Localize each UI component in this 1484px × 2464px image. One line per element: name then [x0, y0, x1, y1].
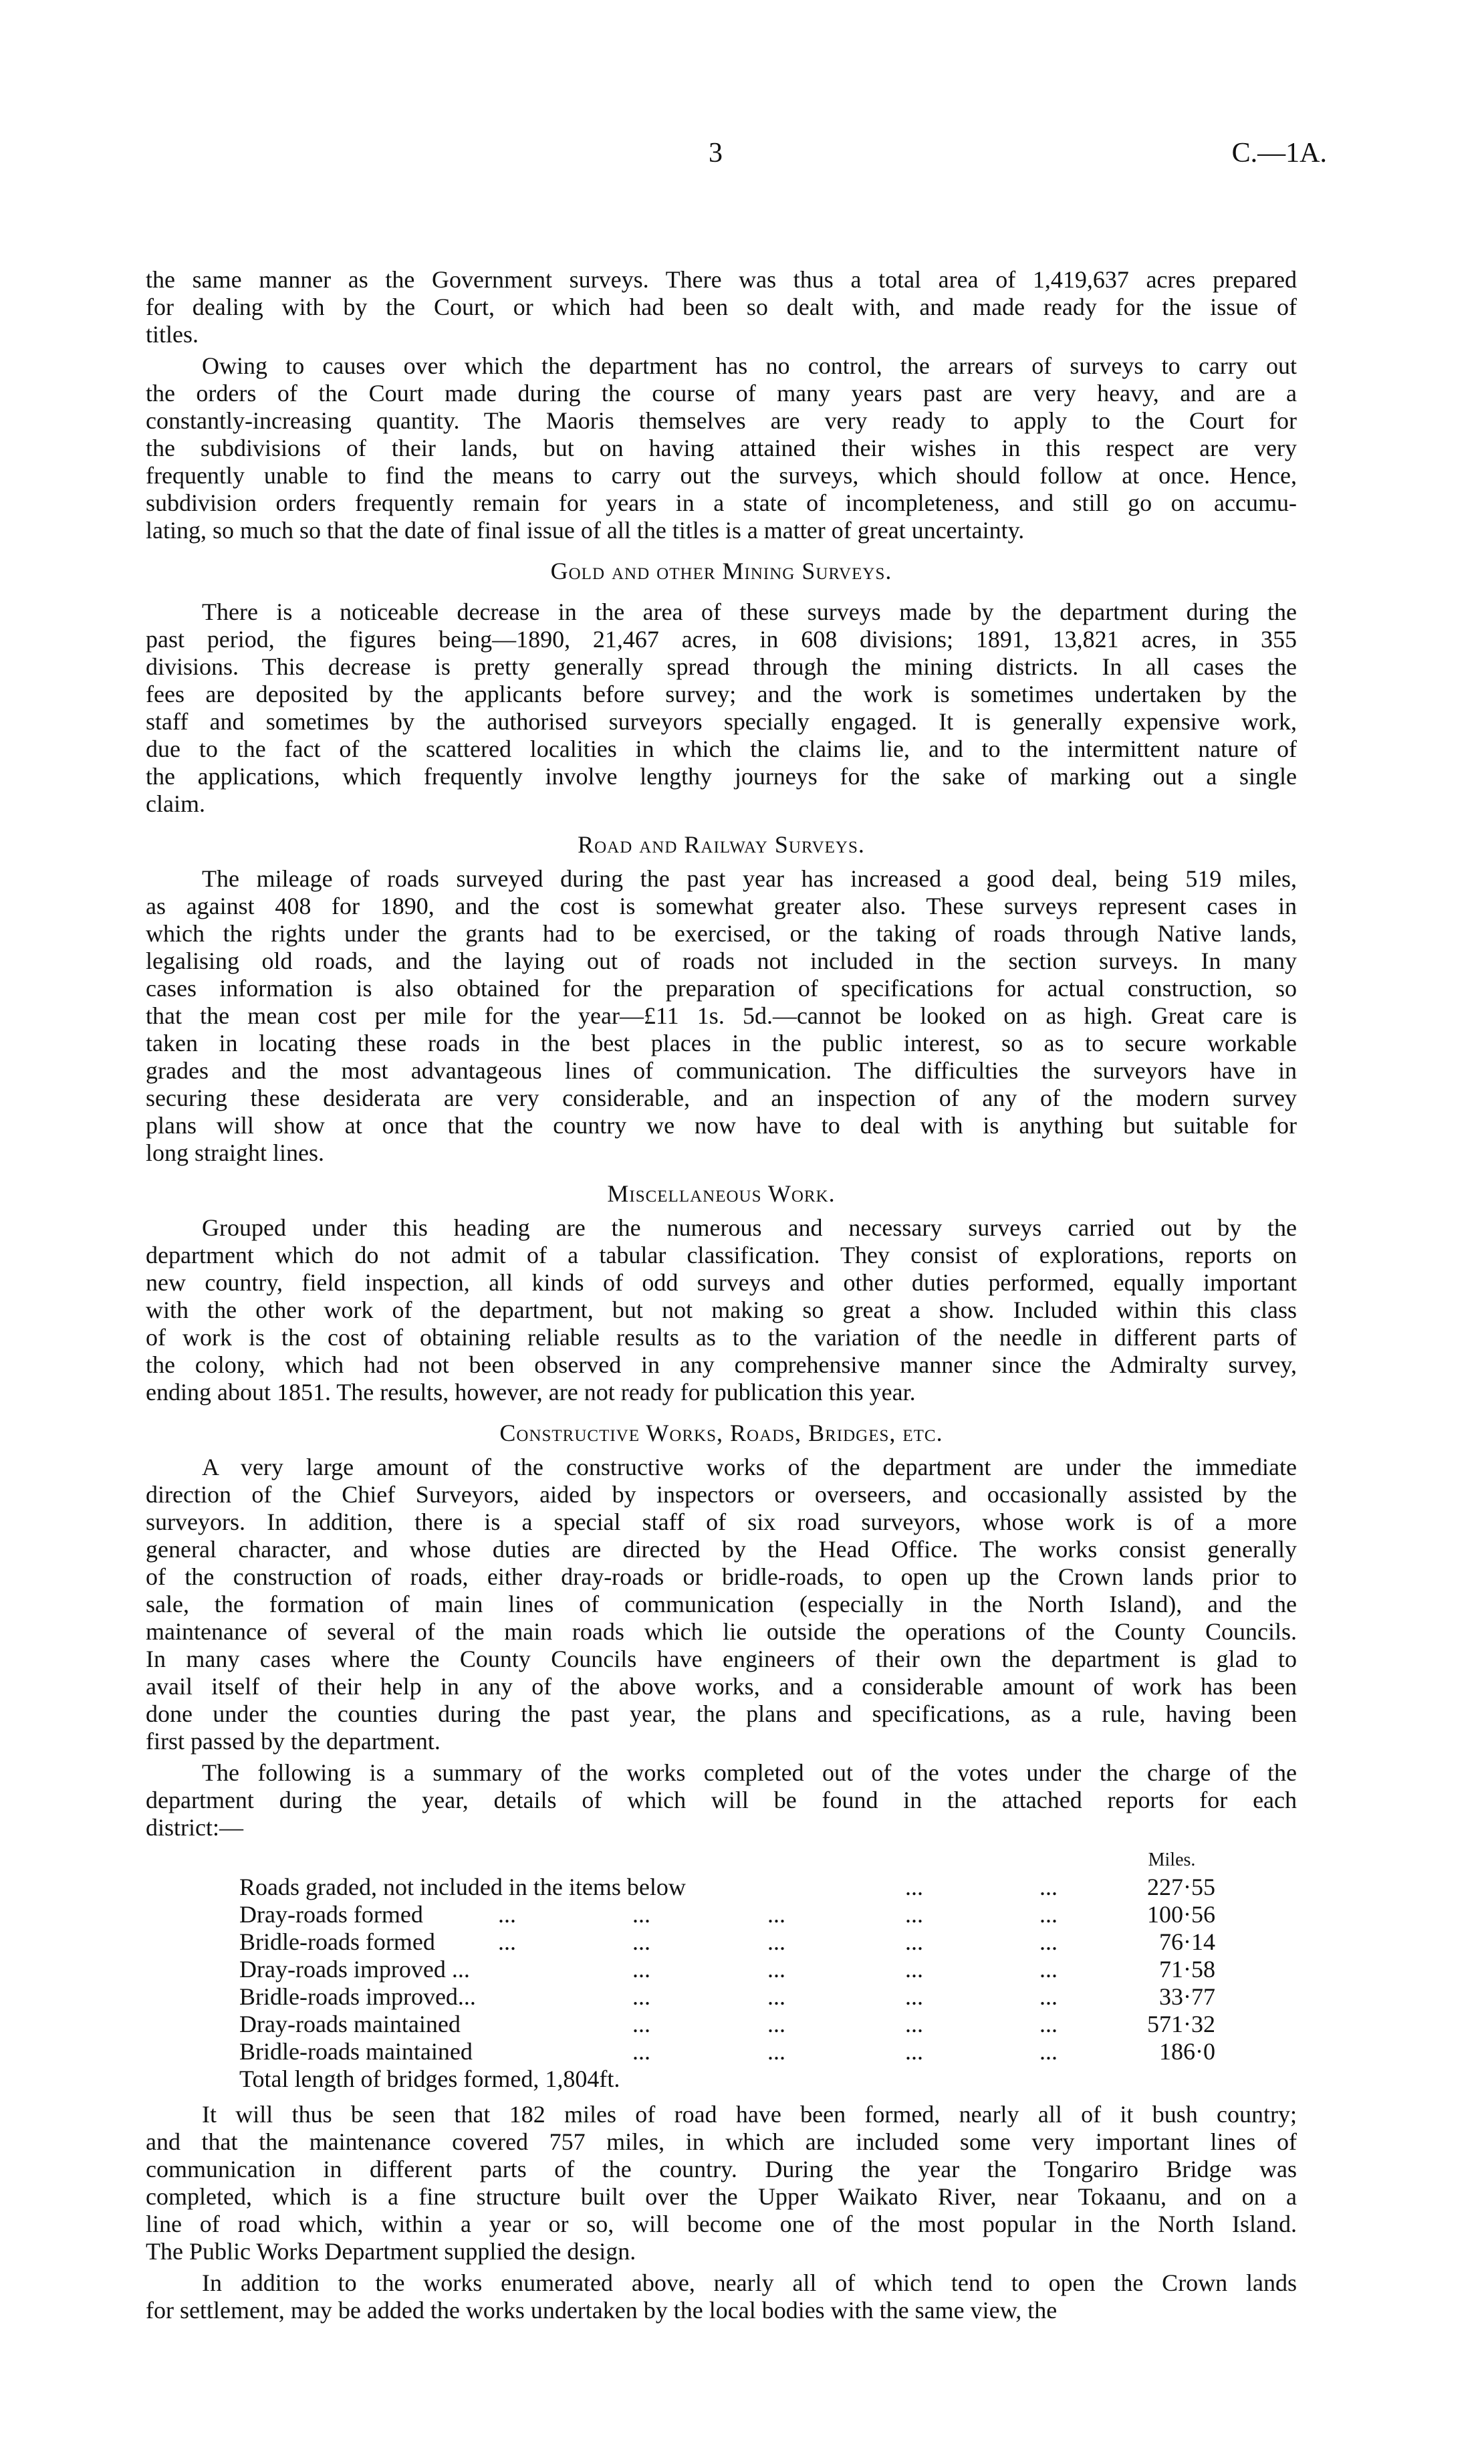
paragraph: [146, 598, 1297, 818]
text-line: long straight lines.: [146, 1139, 324, 1166]
leader-dots: ...: [498, 1928, 516, 1955]
leader-dots: ...: [905, 1901, 923, 1928]
row-value: 76·14: [1159, 1928, 1215, 1955]
leader-dots: ...: [767, 1928, 785, 1955]
leader-dots: ...: [905, 1983, 923, 2010]
text-line: communication in different parts of the country. During the year the Tongariro Bridge was: [146, 2156, 1297, 2182]
leader-dots: ...: [632, 2038, 650, 2065]
table-footer: Total length of bridges formed, 1,804ft.: [239, 2065, 620, 2092]
text-line: grades and the most advantageous lines of communication. The difficulties the surveyors have in: [146, 1057, 1297, 1084]
table-row: [239, 1874, 1215, 1901]
paragraph: [146, 1759, 1297, 1841]
text-line: fees are deposited by the applicants before survey; and the work is sometimes undertaken by the: [146, 681, 1297, 707]
row-value: 71·58: [1159, 1956, 1215, 1983]
row-value: 186·0: [1159, 2038, 1215, 2065]
text-line: the colony, which had not been observed in any comprehensive manner since the Admiralty survey,: [146, 1351, 1297, 1378]
table-row: [239, 1983, 1215, 2011]
text-line: due to the fact of the scattered localities in which the claims lie, and to the intermittent nature of: [146, 736, 1297, 762]
text-line: general character, and whose duties are directed by the Head Office. The works consist generally: [146, 1536, 1297, 1563]
row-label: Bridle-roads improved...: [239, 1983, 476, 2010]
table-row: [239, 1901, 1215, 1928]
table-row: [239, 1956, 1215, 1983]
leader-dots: ...: [632, 2011, 650, 2037]
leader-dots: ...: [1039, 1901, 1058, 1928]
text-line: line of road which, within a year or so, will become one of the most popular in the North Island.: [146, 2211, 1297, 2237]
leader-dots: ...: [905, 2011, 923, 2037]
paragraph: [146, 2101, 1297, 2265]
text-line: ending about 1851. The results, however, are not ready for publication this year.: [146, 1379, 916, 1406]
text-line: as against 408 for 1890, and the cost is somewhat greater also. These surveys represent cases in: [146, 893, 1297, 919]
text-line: Grouped under this heading are the numerous and necessary surveys carried out by the: [202, 1214, 1297, 1241]
text-line: which the rights under the grants had to be exercised, or the taking of roads through Native lands,: [146, 920, 1297, 947]
text-line: that the mean cost per mile for the year—£11 1s. 5d.—cannot be looked on as high. Great care is: [146, 1002, 1297, 1029]
leader-dots: ...: [905, 1956, 923, 1983]
text-line: In addition to the works enumerated above, nearly all of which tend to open the Crown lands: [202, 2269, 1297, 2296]
table-row: [239, 2038, 1215, 2065]
text-line: done under the counties during the past year, the plans and specifications, as a rule, having been: [146, 1700, 1297, 1727]
text-line: legalising old roads, and the laying out of roads not included in the section surveys. In many: [146, 947, 1297, 974]
leader-dots: ...: [632, 1983, 650, 2010]
miles-column-header: Miles.: [1148, 1850, 1196, 1870]
leader-dots: ...: [1039, 1983, 1058, 2010]
text-line: taken in locating these roads in the best places in the public interest, so as to secure workable: [146, 1030, 1297, 1056]
text-line: securing these desiderata are very considerable, and an inspection of any of the modern survey: [146, 1085, 1297, 1111]
leader-dots: ...: [767, 2011, 785, 2037]
text-line: department which do not admit of a tabular classification. They consist of explorations, reports on: [146, 1242, 1297, 1268]
text-line: The mileage of roads surveyed during the past year has increased a good deal, being 519 miles,: [202, 865, 1297, 892]
paragraph: [146, 865, 1297, 1167]
page-number: 3: [709, 138, 723, 169]
paragraph: [146, 266, 1297, 348]
text-line: district:—: [146, 1814, 243, 1841]
text-line: claim.: [146, 790, 205, 817]
paragraph: [146, 2269, 1297, 2324]
leader-dots: ...: [632, 1928, 650, 1955]
text-line: frequently unable to find the means to carry out the surveys, which should follow at once. Hence,: [146, 462, 1297, 489]
text-line: for dealing with by the Court, or which had been so dealt with, and made ready for the issue of: [146, 294, 1297, 320]
text-line: plans will show at once that the country we now have to deal with is anything but suitable for: [146, 1112, 1297, 1139]
text-line: the subdivisions of their lands, but on having attained their wishes in this respect are very: [146, 435, 1297, 461]
text-line: subdivision orders frequently remain for years in a state of incompleteness, and still go on accumu-: [146, 489, 1297, 516]
leader-dots: ...: [1039, 1928, 1058, 1955]
text-line: titles.: [146, 321, 199, 348]
leader-dots: ...: [498, 1901, 516, 1928]
paragraph: [146, 352, 1297, 544]
text-line: sale, the formation of main lines of communication (especially in the North Island), and the: [146, 1591, 1297, 1617]
text-line: department during the year, details of which will be found in the attached reports for each: [146, 1787, 1297, 1813]
text-line: staff and sometimes by the authorised surveyors specially engaged. It is generally expensive work,: [146, 708, 1297, 735]
leader-dots: ...: [1039, 2011, 1058, 2037]
text-line: past period, the figures being—1890, 21,467 acres, in 608 divisions; 1891, 13,821 acres, in 355: [146, 626, 1297, 653]
row-label: Bridle-roads formed: [239, 1928, 435, 1955]
row-label: Bridle-roads maintained: [239, 2038, 473, 2065]
text-line: avail itself of their help in any of the above works, and a considerable amount of work has been: [146, 1673, 1297, 1700]
text-line: In many cases where the County Councils have engineers of their own the department is glad to: [146, 1646, 1297, 1672]
text-line: constantly-increasing quantity. The Maoris themselves are very ready to apply to the Court for: [146, 407, 1297, 434]
text-line: of the construction of roads, either dray-roads or bridle-roads, to open up the Crown lands prior to: [146, 1563, 1297, 1590]
text-line: Owing to causes over which the department has no control, the arrears of surveys to carry out: [202, 352, 1297, 379]
text-line: divisions. This decrease is pretty generally spread through the mining districts. In all cases the: [146, 653, 1297, 680]
text-line: A very large amount of the constructive works of the department are under the immediate: [202, 1454, 1297, 1480]
table-row: [239, 1928, 1215, 1956]
section-heading: Gold and other Mining Surveys.: [550, 558, 892, 584]
text-line: with the other work of the department, but not making so great a show. Included within this class: [146, 1297, 1297, 1323]
leader-dots: ...: [632, 1901, 650, 1928]
text-line: completed, which is a fine structure built over the Upper Waikato River, near Tokaanu, and on a: [146, 2183, 1297, 2210]
leader-dots: ...: [767, 1901, 785, 1928]
leader-dots: ...: [632, 1956, 650, 1983]
table-row: [239, 2011, 1215, 2038]
paragraph: [146, 1454, 1297, 1755]
text-line: of work is the cost of obtaining reliable results as to the variation of the needle in different parts of: [146, 1324, 1297, 1351]
text-line: There is a noticeable decrease in the area of these surveys made by the department during the: [202, 598, 1297, 625]
leader-dots: ...: [905, 2038, 923, 2065]
text-line: new country, field inspection, all kinds of odd surveys and other duties performed, equally important: [146, 1269, 1297, 1296]
text-line: for settlement, may be added the works undertaken by the local bodies with the same view, the: [146, 2297, 1058, 2324]
row-label: Dray-roads formed: [239, 1901, 423, 1928]
leader-dots: ...: [767, 2038, 785, 2065]
row-label: Roads graded, not included in the items below: [239, 1874, 686, 1900]
text-line: first passed by the department.: [146, 1728, 441, 1755]
row-value: 571·32: [1147, 2011, 1215, 2037]
leader-dots: ...: [1039, 2038, 1058, 2065]
leader-dots: ...: [767, 1983, 785, 2010]
row-value: 227·55: [1147, 1874, 1215, 1900]
row-label: Dray-roads improved ...: [239, 1956, 470, 1983]
text-line: direction of the Chief Surveyors, aided by inspectors or overseers, and occasionally assisted by the: [146, 1481, 1297, 1508]
text-line: the applications, which frequently involve lengthy journeys for the sake of marking out a single: [146, 763, 1297, 790]
row-label: Dray-roads maintained: [239, 2011, 461, 2037]
text-line: the orders of the Court made during the course of many years past are very heavy, and are a: [146, 380, 1297, 407]
leader-dots: ...: [905, 1928, 923, 1955]
text-line: surveyors. In addition, there is a special staff of six road surveyors, whose work is of a more: [146, 1508, 1297, 1535]
leader-dots: ...: [905, 1874, 923, 1900]
leader-dots: ...: [1039, 1956, 1058, 1983]
text-line: the same manner as the Government surveys. There was thus a total area of 1,419,637 acres prepared: [146, 266, 1297, 293]
section-heading: Road and Railway Surveys.: [578, 831, 865, 858]
section-heading: Miscellaneous Work.: [607, 1180, 836, 1207]
text-line: maintenance of several of the main roads which lie outside the operations of the County Councils.: [146, 1618, 1297, 1645]
text-line: lating, so much so that the date of final issue of all the titles is a matter of great uncertainty.: [146, 517, 1025, 544]
leader-dots: ...: [1039, 1874, 1058, 1900]
text-line: The Public Works Department supplied the design.: [146, 2238, 636, 2265]
text-line: It will thus be seen that 182 miles of road have been formed, nearly all of it bush country;: [202, 2101, 1297, 2128]
text-line: and that the maintenance covered 757 miles, in which are included some very important lines of: [146, 2128, 1297, 2155]
paragraph: [146, 1214, 1297, 1406]
text-line: The following is a summary of the works completed out of the votes under the charge of the: [202, 1759, 1297, 1786]
row-value: 33·77: [1159, 1983, 1215, 2010]
text-line: cases information is also obtained for the preparation of specifications for actual construction, so: [146, 975, 1297, 1002]
document-reference: C.—1A.: [1231, 138, 1327, 169]
leader-dots: ...: [767, 1956, 785, 1983]
row-value: 100·56: [1147, 1901, 1215, 1928]
section-heading: Constructive Works, Roads, Bridges, etc.: [499, 1420, 943, 1446]
